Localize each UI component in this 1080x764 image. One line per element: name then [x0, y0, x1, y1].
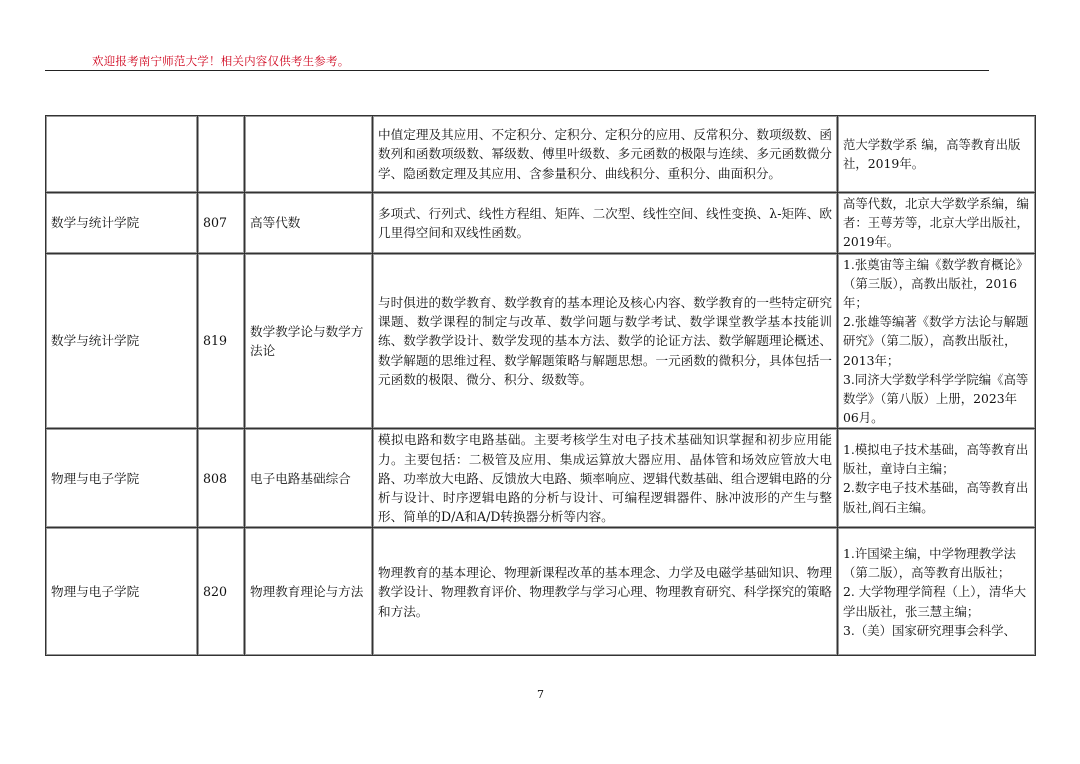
course-code-cell: 807 [198, 193, 245, 254]
course-name-cell: 物理教育理论与方法 [245, 528, 373, 656]
course-name-cell: 高等代数 [245, 193, 373, 254]
table-row [46, 193, 1036, 254]
exam-content-cell: 与时俱进的数学教育、数学教育的基本理论及核心内容、数学教育的一些特定研究课题、数学课程的制定与改革、数学问题与数学考试、数学课堂教学基本技能训练、数学教学设计、数学发现的基本方法、数学的论证方法、数学解题理论概述、数学解题的思维过程、数学解题策略与解题思想。一元函数的微积分，具体包括一元函数的极限、微分、积分、级数等。 [373, 253, 838, 429]
reference-cell [838, 253, 1036, 429]
reference-item: 2.数字电子技术基础，高等教育出版社,阎石主编。 [843, 480, 1029, 515]
course-name-cell [245, 116, 373, 193]
course-name-cell: 数学教学论与数学方法论 [245, 253, 373, 429]
reference-item: 2. 大学物理学简程（上），清华大学出版社，张三慧主编； [843, 584, 1027, 619]
table-row [46, 528, 1036, 656]
course-code-cell: 820 [198, 528, 245, 656]
table-row [46, 429, 1036, 528]
reference-item: 3.（美）国家研究理事会科学、 [843, 622, 1016, 638]
exam-content-cell: 模拟电路和数字电路基础。主要考核学生对电子技术基础知识掌握和初步应用能力。主要包括：二极管及应用、集成运算放大器应用、晶体管和场效应管放大电路、功率放大电路、反馈放大电路、频率响应、逻辑代数基础、组合逻辑电路的分析与设计、时序逻辑电路的分析与设计、可编程逻辑器件、脉冲波形的产生与整形、简单的D/A和A/D转换器分析等内容。 [373, 429, 838, 528]
header-note: 欢迎报考南宁师范大学！相关内容仅供考生参考。 [92, 54, 350, 68]
exam-content-cell: 中值定理及其应用、不定积分、定积分、定积分的应用、反常积分、数项级数、函数列和函数项级数、幂级数、傅里叶级数、多元函数的极限与连续、多元函数微分学、隐函数定理及其应用、含参量积分、曲线积分、重积分、曲面积分。 [373, 116, 838, 193]
college-cell [46, 116, 198, 193]
college-cell: 物理与电子学院 [46, 528, 198, 656]
exam-content-cell: 多项式、行列式、线性方程组、矩阵、二次型、线性空间、线性变换、λ-矩阵、欧几里得空间和双线性函数。 [373, 193, 838, 254]
reference-item: 3.同济大学数学科学学院编《高等数学》（第八版）上册，2023年06月。 [843, 371, 1029, 426]
college-cell: 数学与统计学院 [46, 253, 198, 429]
reference-cell [838, 528, 1036, 656]
reference-item: 1.张奠宙等主编《数学教育概论》（第三版），高教出版社，2016年； [843, 256, 1029, 311]
reference-item: 1.许国梁主编，中学物理教学法（第二版），高等教育出版社； [843, 545, 1016, 581]
college-cell: 物理与电子学院 [46, 429, 198, 528]
course-code-cell: 819 [198, 253, 245, 429]
reference-item: 高等代数，北京大学数学系编，编者：王萼芳等，北京大学出版社，2019年。 [843, 196, 1029, 250]
table-row [46, 116, 1036, 193]
syllabus-table [45, 115, 1036, 656]
course-code-cell [198, 116, 245, 193]
reference-cell [838, 429, 1036, 528]
reference-item: 范大学数学系 编，高等教育出版社，2019年。 [843, 136, 1021, 171]
reference-cell [838, 116, 1036, 193]
reference-item: 2.张雄等编著《数学方法论与解题研究》（第二版），高教出版社，2013年； [843, 314, 1029, 368]
course-code-cell: 808 [198, 429, 245, 528]
college-cell: 数学与统计学院 [46, 193, 198, 254]
reference-item: 1.模拟电子技术基础，高等教育出版社，童诗白主编； [843, 442, 1029, 477]
table-row [46, 253, 1036, 429]
header-divider [45, 70, 989, 71]
course-name-cell: 电子电路基础综合 [245, 429, 373, 528]
reference-cell [838, 193, 1036, 254]
exam-content-cell: 物理教育的基本理论、物理新课程改革的基本理念、力学及电磁学基础知识、物理教学设计、物理教育评价、物理教学与学习心理、物理教育研究、科学探究的策略和方法。 [373, 528, 838, 656]
page-number: 7 [537, 688, 544, 701]
